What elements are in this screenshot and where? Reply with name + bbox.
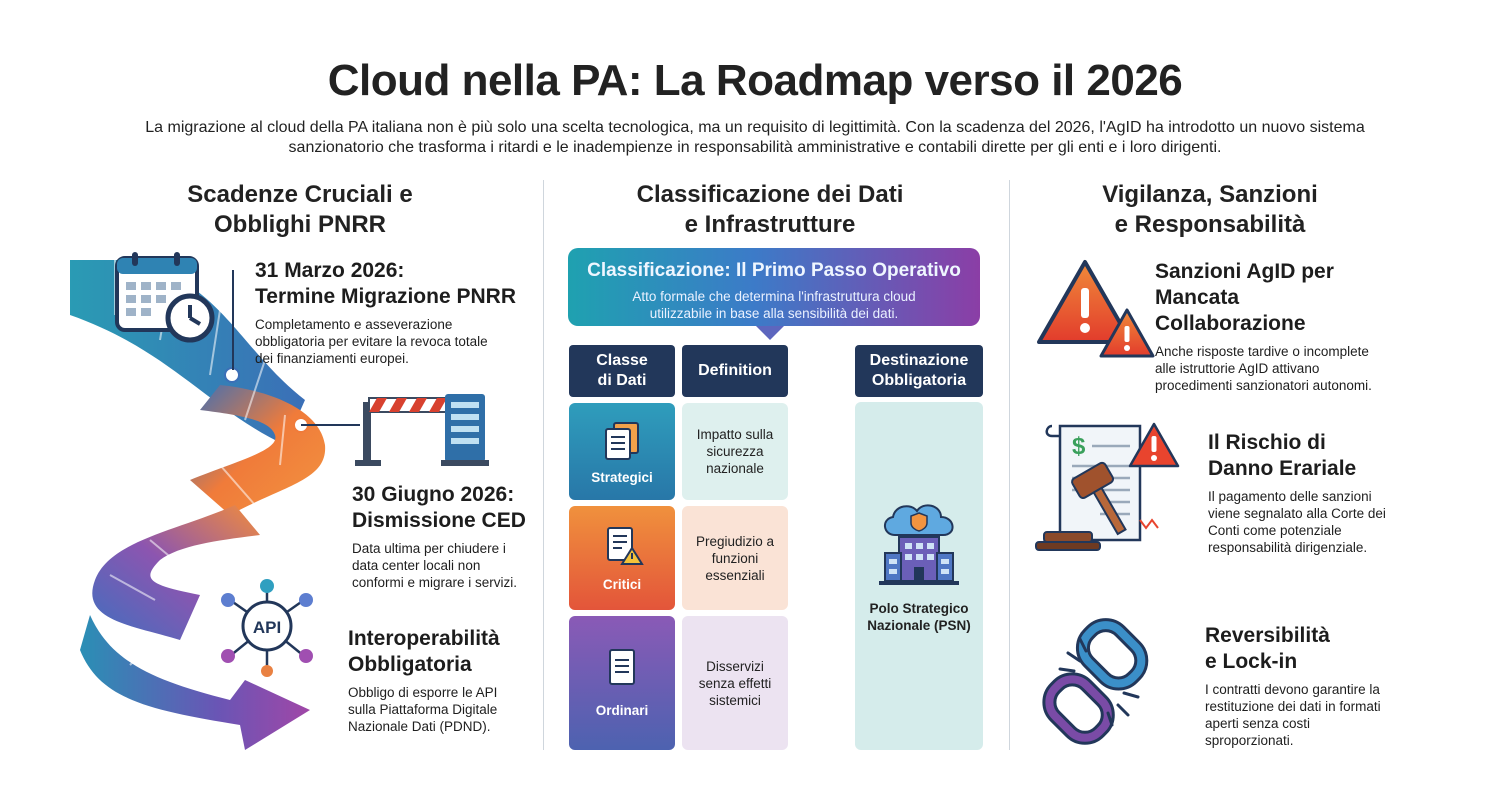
definition-strategici-line-2: sicurezza (706, 444, 764, 459)
destination-label (855, 600, 983, 634)
page-title: Cloud nella PA: La Roadmap verso il 2026 (327, 56, 1183, 105)
reversibility-text (1205, 681, 1410, 749)
sanction-agid-title-line-1: Sanzioni AgID per (1155, 260, 1334, 283)
right-heading-line-2: e Responsabilità (1114, 211, 1306, 238)
middle-heading-line-1: Classificazione dei Dati (636, 181, 904, 208)
definition-strategici (682, 403, 788, 500)
milestone-api-text-line-1: Obbligo di esporre le API (348, 685, 498, 700)
danno-erariale-title-line-1: Il Rischio di (1208, 431, 1326, 454)
danno-erariale-text-line-3: Conti come potenziale (1208, 523, 1342, 538)
danno-erariale-text (1208, 488, 1408, 556)
document-warning-icon (600, 524, 644, 568)
danno-erariale-text-line-4: responsabilità dirigenziale. (1208, 540, 1368, 555)
reversibility-lockin (1205, 623, 1410, 749)
gavel-document-icon (1030, 420, 1180, 555)
currency-symbol: $ (1072, 433, 1086, 460)
milestone-pnrr-title-line-1: 31 Marzo 2026: (255, 259, 405, 282)
sanction-agid-title-line-2: Mancata Collaborazione (1155, 286, 1306, 335)
milestone-ced-text-line-2: data center locali non (352, 558, 481, 573)
right-column-heading (1060, 180, 1360, 240)
definition-critici-line-1: Pregiudizio a (695, 533, 775, 549)
calendar-clock-icon (112, 250, 222, 345)
left-column-heading (150, 180, 450, 240)
definition-ordinari-line-2: senza effetti (698, 675, 772, 691)
milestone-pnrr-text (255, 316, 535, 367)
class-strategici (569, 403, 675, 500)
reversibility-text-line-4: sproporzionati. (1205, 733, 1294, 748)
milestone-ced-text-line-3: conformi e migrare i servizi. (352, 575, 518, 590)
danno-erariale-text-line-1: Il pagamento delle sanzioni (1208, 489, 1372, 504)
milestone-pnrr-text-line-3: dei finanziamenti europei. (255, 351, 409, 366)
destination-label-line-1: Polo Strategico (869, 601, 969, 616)
column-divider-right (1009, 180, 1010, 750)
middle-column-heading (590, 180, 950, 240)
reversibility-text-line-3: aperti senza costi (1205, 716, 1311, 731)
milestone-api-text-line-3: Nazionale Dati (PDND). (348, 719, 491, 734)
reversibility-text-line-1: I contratti devono garantire la (1205, 682, 1380, 697)
document-icon (602, 646, 642, 690)
milestone-api-title (348, 626, 538, 678)
header-classe-di-dati (569, 345, 675, 397)
class-strategici-label: Strategici (591, 470, 653, 485)
milestone-pnrr-text-line-2: obbligatoria per evitare la revoca totale (255, 334, 488, 349)
sanction-agid-text-line-3: procedimenti sanzionatori autonomi. (1155, 378, 1372, 393)
right-heading-line-1: Vigilanza, Sanzioni (1102, 181, 1318, 208)
middle-heading-line-2: e Infrastrutture (684, 211, 856, 238)
left-heading-line-1: Scadenze Cruciali e (187, 181, 413, 208)
milestone-api (348, 626, 538, 735)
destination-psn (855, 402, 983, 750)
class-critici (569, 506, 675, 610)
header-destinazione-line-2: Obbligatoria (871, 372, 967, 389)
milestone-api-title-line-1: Interoperabilità (348, 627, 500, 650)
api-label: API (252, 618, 282, 637)
milestone-ced-title-line-1: 30 Giugno 2026: (352, 483, 515, 506)
milestone-ced (352, 482, 537, 591)
milestone-api-title-line-2: Obbligatoria (348, 653, 472, 676)
definition-ordinari-line-3: sistemici (709, 692, 761, 708)
milestone-ced-title-line-2: Dismissione CED (352, 509, 526, 532)
destination-label-line-2: Nazionale (PSN) (867, 618, 971, 633)
milestone-pnrr-text-line-1: Completamento e asseverazione (255, 317, 453, 332)
milestone-ced-text-line-1: Data ultima per chiudere i (352, 541, 506, 556)
banner-pointer (756, 326, 784, 340)
sanction-agid-title (1155, 259, 1395, 337)
broken-chain-icon (1040, 615, 1150, 745)
reversibility-title-line-2: e Lock-in (1205, 650, 1298, 673)
intro-text: La migrazione al cloud della PA italiana non è più solo una scelta tecnologica, ma un requisito di legittimità. Con la scadenza del 2026, l'AgID ha introdotto un nuovo sistema sanzionatorio che trasforma i ritardi e le inadempienze in responsabilità amministrative e contabili dirette per gli enti e i loro dirigenti. (145, 119, 1365, 156)
danno-erariale-title (1208, 430, 1408, 482)
milestone-api-text-line-2: sulla Piattaforma Digitale (348, 702, 498, 717)
definition-critici-line-2: funzioni (711, 550, 759, 566)
definition-strategici-line-1: Impatto sulla (696, 427, 774, 442)
definition-critici (682, 506, 788, 610)
sanction-agid (1155, 259, 1395, 394)
header-classe-line-1: Classe (596, 352, 648, 369)
api-network-icon (212, 578, 322, 678)
header-destinazione-line-1: Destinazione (869, 352, 969, 369)
milestone-ced-title (352, 482, 537, 534)
danno-erariale-text-line-2: viene segnalato alla Corte dei (1208, 506, 1386, 521)
danno-erariale (1208, 430, 1408, 556)
class-ordinari-label: Ordinari (595, 703, 649, 718)
sanction-agid-text-line-1: Anche risposte tardive o incomplete (1155, 344, 1369, 359)
milestone-pnrr-title (255, 258, 535, 310)
definition-strategici-line-3: nazionale (706, 461, 764, 476)
header-destinazione (855, 345, 983, 397)
class-ordinari (569, 616, 675, 750)
column-divider-left (543, 180, 544, 750)
classification-banner (568, 248, 980, 326)
warning-triangles-icon (1035, 256, 1155, 361)
sanction-agid-text (1155, 343, 1395, 394)
banner-title: Classificazione: Il Primo Passo Operativo (587, 260, 961, 281)
class-critici-label: Critici (602, 577, 642, 592)
cloud-building-icon (875, 497, 963, 587)
milestone-pnrr (255, 258, 535, 367)
sanction-agid-text-line-2: alle istruttorie AgID attivano (1155, 361, 1320, 376)
milestone-pnrr-title-line-2: Termine Migrazione PNRR (255, 285, 516, 308)
definition-ordinari (682, 616, 788, 750)
banner-text: Atto formale che determina l'infrastruttura cloud utilizzabile in base alla sensibilità dei dati. (632, 289, 916, 321)
header-definition: Definition (682, 345, 788, 397)
definition-critici-line-3: essenziali (705, 567, 765, 583)
left-heading-line-2: Obblighi PNRR (214, 211, 386, 238)
milestone-ced-text (352, 540, 537, 591)
documents-icon (600, 419, 644, 463)
reversibility-title (1205, 623, 1410, 675)
danno-erariale-title-line-2: Danno Erariale (1208, 457, 1357, 480)
reversibility-text-line-2: restituzione dei dati in formati (1205, 699, 1381, 714)
milestone-api-text (348, 684, 538, 735)
header-classe-line-2: di Dati (597, 372, 647, 389)
reversibility-title-line-1: Reversibilità (1205, 624, 1330, 647)
barrier-server-icon (355, 388, 495, 468)
definition-ordinari-line-1: Disservizi (706, 658, 764, 674)
